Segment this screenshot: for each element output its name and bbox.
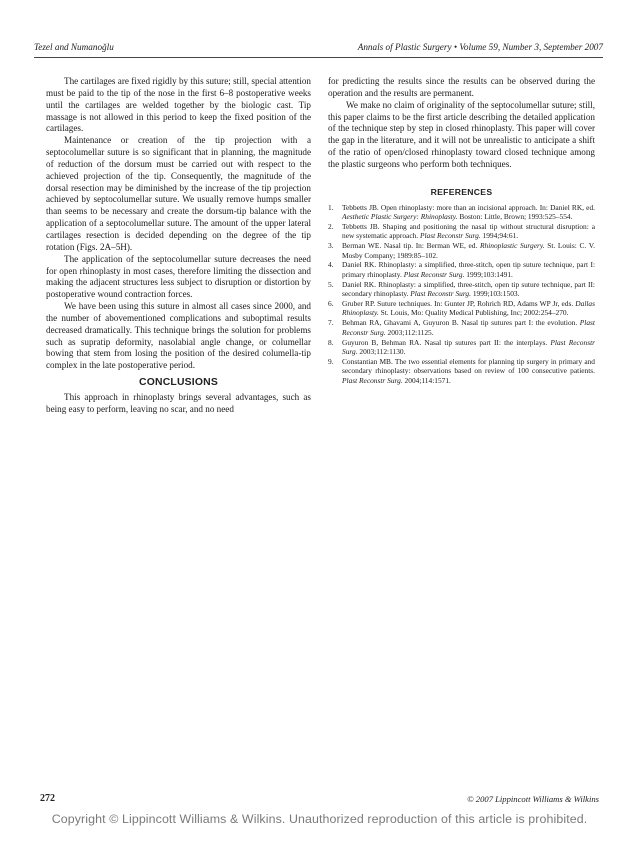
copyright-watermark: Copyright © Lippincott Williams & Wilkins. Unauthorized reproduction of this article is prohibited. [51, 812, 588, 826]
reference-item [328, 318, 595, 337]
reference-text: Guyuron B, Behman RA. Nasal tip sutures part II: the interplays. Plast Reconstr Surg. 2003;112:1130. [342, 337, 595, 356]
reference-text: Daniel RK. Rhinoplasty: a simplified, three-stitch, open tip suture technique, part I: primary rhinoplasty. Plast Reconstr Surg. 1999;103:1491. [342, 260, 595, 279]
footer-copyright: © 2007 Lippincott Williams & Wilkins [467, 794, 599, 804]
reference-text: Tebbetts JB. Open rhinoplasty: more than an incisional approach. In: Daniel RK, ed. Aesthetic Plastic Surgery: Rhinoplasty. Boston: Little, Brown; 1993:525–554. [342, 202, 595, 221]
reference-number: 7. [328, 318, 334, 328]
reference-item [328, 222, 595, 241]
running-head-authors: Tezel and Numanoğlu [34, 42, 114, 52]
references-heading: REFERENCES [430, 186, 493, 197]
reference-text: Daniel RK. Rhinoplasty: a simplified, three-stitch, open tip suture technique, part II: secondary rhinoplasty. Plast Reconstr Surg. 1999;103:1503. [342, 279, 595, 299]
reference-number: 3. [328, 241, 334, 251]
reference-number: 6. [328, 299, 334, 308]
reference-text: Constantian MB. The two essential elements for planning tip surgery in primary and secondary rhinoplasty: observations based on review of 100 consecutive patients. Plast Reconstr Surg. 2004;114:1571. [342, 356, 595, 385]
conclusions-paragraph: This approach in rhinoplasty brings several advantages, such as being easy to perform, leaving no scar, and no need [46, 391, 311, 414]
reference-item [328, 299, 595, 318]
reference-number: 5. [328, 279, 334, 289]
reference-text: Berman WE. Nasal tip. In: Berman WE, ed. Rhinoplastic Surgery. St. Louis: C. V. Mosby Company; 1989:85–102. [342, 241, 595, 260]
reference-item [328, 241, 595, 260]
body-paragraph: We have been using this suture in almost all cases since 2000, and the number of abovementioned complications and suboptimal results decreased dramatically. This technique brings the solution for problems such as supratip deformity, nasolabial angle change, or columellar bowing that stem from losing the position of the desired columella-tip complex in the late postoperative period. [46, 301, 311, 371]
reference-text: Tebbetts JB. Shaping and positioning the nasal tip without structural disruption: a new systematic approach. Plast Reconstr Surg. 1994;94:61. [342, 221, 595, 241]
body-paragraph: We make no claim of originality of the septocolumellar suture; still, this paper claims to be the first article describing the detailed application of the technique step by step in closed rhinoplasty. This paper will cover the gap in the literature, and it will not be unrealistic to anticipate a shift of the ratio of open/closed rhinoplasty toward closed technique among the plastic surgeons who perform both techniques. [328, 99, 595, 169]
running-head-journal: Annals of Plastic Surgery • Volume 59, Number 3, September 2007 [357, 42, 603, 52]
page-number: 272 [40, 793, 55, 804]
right-column [328, 76, 595, 385]
conclusions-heading: CONCLUSIONS [139, 377, 218, 389]
reference-list [328, 203, 595, 385]
reference-number: 4. [328, 260, 334, 270]
body-paragraph: The cartilages are fixed rigidly by this suture; still, special attention must be paid to the tip of the nose in the first 6–8 postoperative weeks until the cartilages are welded together by the biologic cast. Tip massage is not allowed in this period to keep the fixed position of the cartilages. [46, 76, 311, 134]
left-column [46, 76, 311, 416]
header-rule [34, 57, 603, 58]
reference-item [328, 280, 595, 299]
reference-item [328, 260, 595, 279]
reference-number: 2. [328, 221, 334, 231]
running-head [34, 40, 603, 54]
body-paragraph: for predicting the results since the results can be observed during the operation and the results are permanent. [328, 76, 595, 98]
reference-number: 1. [328, 202, 334, 212]
reference-text: Behman RA, Ghavami A, Guyuron B. Nasal tip sutures part I: the evolution. Plast Reconstr Surg. 2003;112:1125. [342, 318, 595, 337]
body-paragraph: The application of the septocolumellar suture decreases the need for open rhinoplasty in most cases, therefore limiting the dissection and making the adjacent structures less subject to disruption or distortion by postoperative wound contraction forces. [46, 253, 311, 300]
reference-item [328, 338, 595, 357]
reference-text: Gruber RP. Suture techniques. In: Gunter JP, Rohrich RD, Adams WP Jr, eds. Dallas Rhinoplasty. St. Louis, Mo: Quality Medical Publishing, Inc; 2002:254–270. [342, 299, 595, 318]
reference-item [328, 203, 595, 222]
reference-item [328, 357, 595, 385]
body-paragraph: Maintenance or creation of the tip projection with a septocolumellar suture is so significant that in planning, the magnitude of reduction of the dorsum must be carried out with respect to the achieved projection of the tip. Consequently, the magnitude of the dorsal resection may be diminished by the increase of the tip projection achieved by septocolumellar suture. We usually remove humps smaller than seems to be necessary and create the dorsum-tip balance with the application of a septocolumellar suture. The amount of the upper lateral cartilages resection is decided depending on the degree of the tip rotation (Figs. 2A–5H). [46, 135, 311, 252]
reference-number: 8. [328, 337, 334, 347]
reference-number: 9. [328, 356, 334, 366]
